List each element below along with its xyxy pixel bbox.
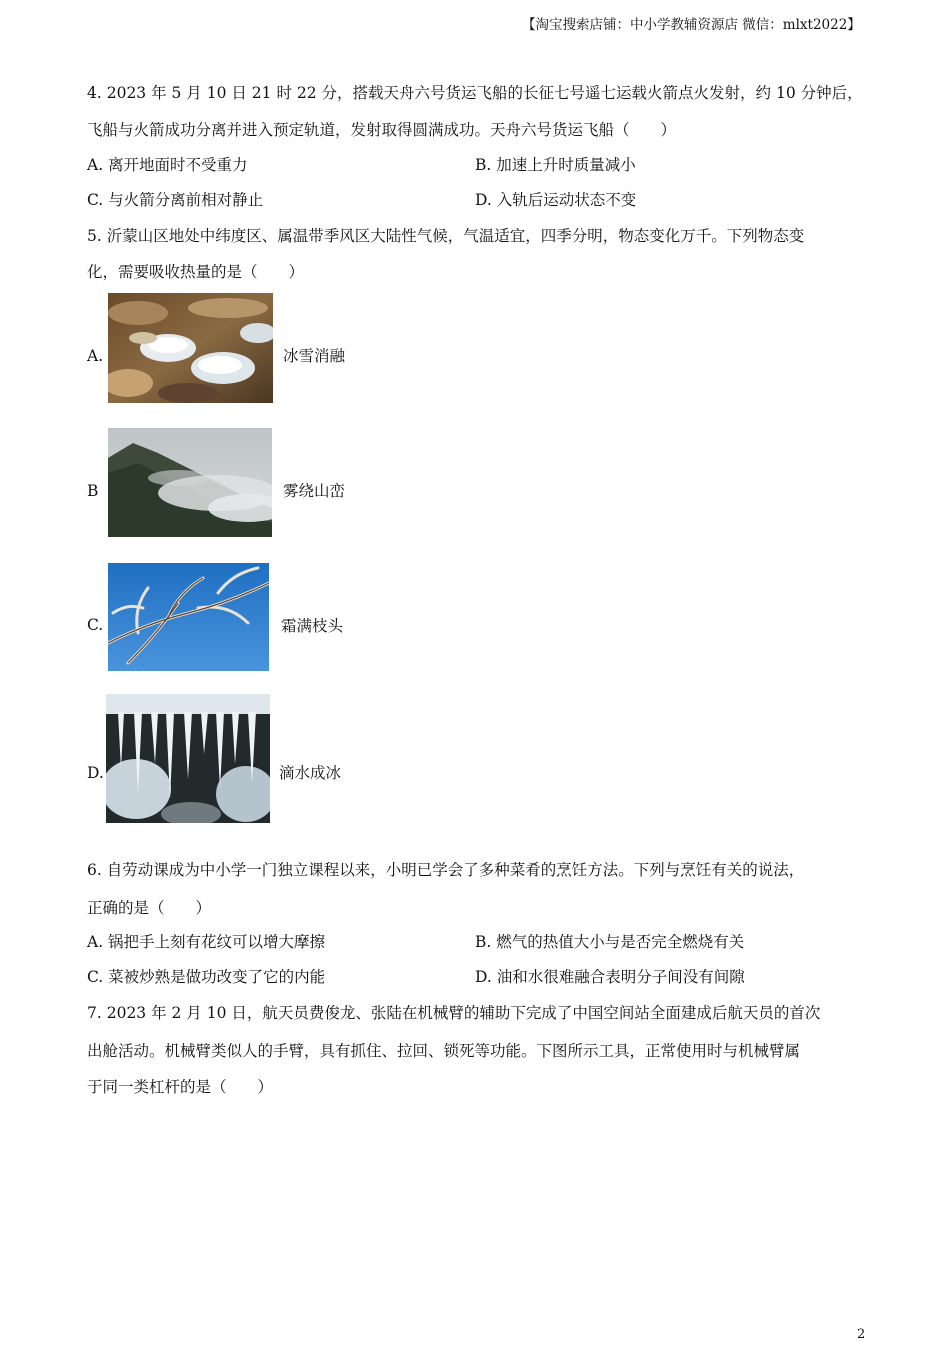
q6-option-b: B. 燃气的热值大小与是否完全燃烧有关	[475, 933, 745, 951]
q6-option-c: C. 菜被炒熟是做功改变了它的内能	[87, 968, 326, 986]
q5-option-c-letter: C.	[87, 616, 104, 634]
q5-stem-line1: 5. 沂蒙山区地处中纬度区、属温带季风区大陆性气候，气温适宜，四季分明，物态变化万千。下列物态变	[87, 227, 805, 245]
q5-option-a-text: 冰雪消融	[283, 347, 346, 365]
q5-option-c-text: 霜满枝头	[281, 617, 344, 635]
q6-stem-line2: 正确的是（ ）	[87, 899, 212, 917]
page-header: 【淘宝搜索店铺：中小学教辅资源店 微信：mlxt2022】	[522, 17, 861, 33]
q6-option-a: A. 锅把手上刻有花纹可以增大摩擦	[87, 933, 326, 951]
foggy-mountain-photo	[108, 428, 272, 537]
q5-stem-line2: 化，需要吸收热量的是（ ）	[87, 263, 305, 281]
q7-stem-line2: 出舱活动。机械臂类似人的手臂，具有抓住、拉回、锁死等功能。下图所示工具，正常使用时与机械臂属	[87, 1042, 801, 1060]
frosted-branches-photo	[108, 563, 269, 671]
q6-option-d: D. 油和水很难融合表明分子间没有间隙	[475, 968, 745, 986]
page-number: 2	[857, 1327, 866, 1342]
q5-option-b-text: 雾绕山峦	[283, 482, 346, 500]
q4-option-b: B. 加速上升时质量减小	[475, 156, 636, 174]
q6-stem-line1: 6. 自劳动课成为中小学一门独立课程以来，小明已学会了多种菜肴的烹饪方法。下列与烹饪有关的说法，	[87, 861, 805, 879]
q5-option-b-letter: B	[87, 482, 99, 500]
ice-melting-photo	[108, 293, 273, 403]
q7-stem-line1: 7. 2023 年 2 月 10 日，航天员费俊龙、张陆在机械臂的辅助下完成了中国空间站全面建成后航天员的首次	[87, 1004, 821, 1022]
q4-option-c: C. 与火箭分离前相对静止	[87, 191, 264, 209]
q4-option-a: A. 离开地面时不受重力	[87, 156, 248, 174]
q7-stem-line3: 于同一类杠杆的是（ ）	[87, 1078, 274, 1096]
icicles-photo	[106, 694, 270, 823]
q5-option-d-text: 滴水成冰	[279, 764, 342, 782]
q4-stem-line2: 飞船与火箭成功分离并进入预定轨道，发射取得圆满成功。天舟六号货运飞船（ ）	[87, 121, 677, 139]
q5-option-a-letter: A.	[87, 347, 104, 365]
q4-option-d: D. 入轨后运动状态不变	[475, 191, 637, 209]
q5-option-d-letter: D.	[87, 764, 104, 782]
q4-stem-line1: 4. 2023 年 5 月 10 日 21 时 22 分，搭载天舟六号货运飞船的长征七号遥七运载火箭点火发射，约 10 分钟后，	[87, 84, 863, 102]
